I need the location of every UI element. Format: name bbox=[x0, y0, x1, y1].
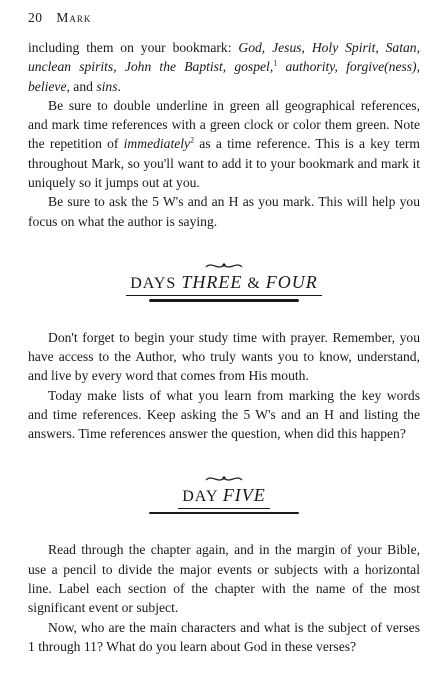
section-title: DAYS THREE & FOUR bbox=[126, 273, 322, 296]
footnote-ref-1: 1 bbox=[273, 58, 278, 68]
paragraph-1: including them on your bookmark: God, Jesus, Holy Spirit, Satan, unclean spirits, John the Baptist, gospel,$^1$ authority, forgive(ness), believe, and sins. bbox=[28, 40, 420, 94]
heading-rule bbox=[149, 512, 299, 515]
paragraph-6: Read through the chapter again, and in the margin of your Bible, use a pencil to divide the major events or subjects with a horizontal line. Label each section of the chapter with the name of the most significant event or subject. bbox=[28, 542, 420, 616]
paragraph-7: Now, who are the main characters and what is the subject of verses 1 through 11? What do you learn about God in these verses? bbox=[28, 619, 420, 654]
page-body bbox=[28, 38, 420, 656]
paragraph-2: Be sure to double underline in green all geographical references, and mark time references with a green clock or color them green. Note the repetition of immediately$^2$ as a time reference. This is a key term throughout Mark, so you'll want to add it to your bookmark and mark it uniquely so it jumps out at you. bbox=[28, 97, 421, 191]
heading-rule bbox=[149, 299, 299, 302]
section-heading-days-three-four bbox=[28, 261, 420, 302]
running-title: Mark bbox=[56, 10, 92, 25]
page-header bbox=[28, 10, 91, 26]
paragraph-3: Be sure to ask the 5 W's and an H as you mark. This will help you focus on what the author is saying. bbox=[28, 194, 420, 229]
paragraph-5: Today make lists of what you learn from marking the key words and time references. Keep asking the 5 W's and an H and listing the answers. Time references answer the question, when did this happen? bbox=[28, 387, 420, 442]
footnote-ref-2: 2 bbox=[190, 135, 195, 145]
key-terms: God, Jesus, Holy Spirit, Satan, unclean spirits, John the Baptist, gospel, bbox=[28, 40, 420, 75]
key-term-immediately: immediately bbox=[123, 136, 191, 152]
page-number: 20 bbox=[28, 10, 43, 25]
section-title: DAY FIVE bbox=[178, 486, 270, 509]
paragraph-4: Don't forget to begin your study time with prayer. Remember, you have access to the Author, who truly wants you to know, understand, and live by every word that comes from His mouth. bbox=[28, 329, 420, 384]
section-heading-day-five bbox=[28, 474, 420, 515]
